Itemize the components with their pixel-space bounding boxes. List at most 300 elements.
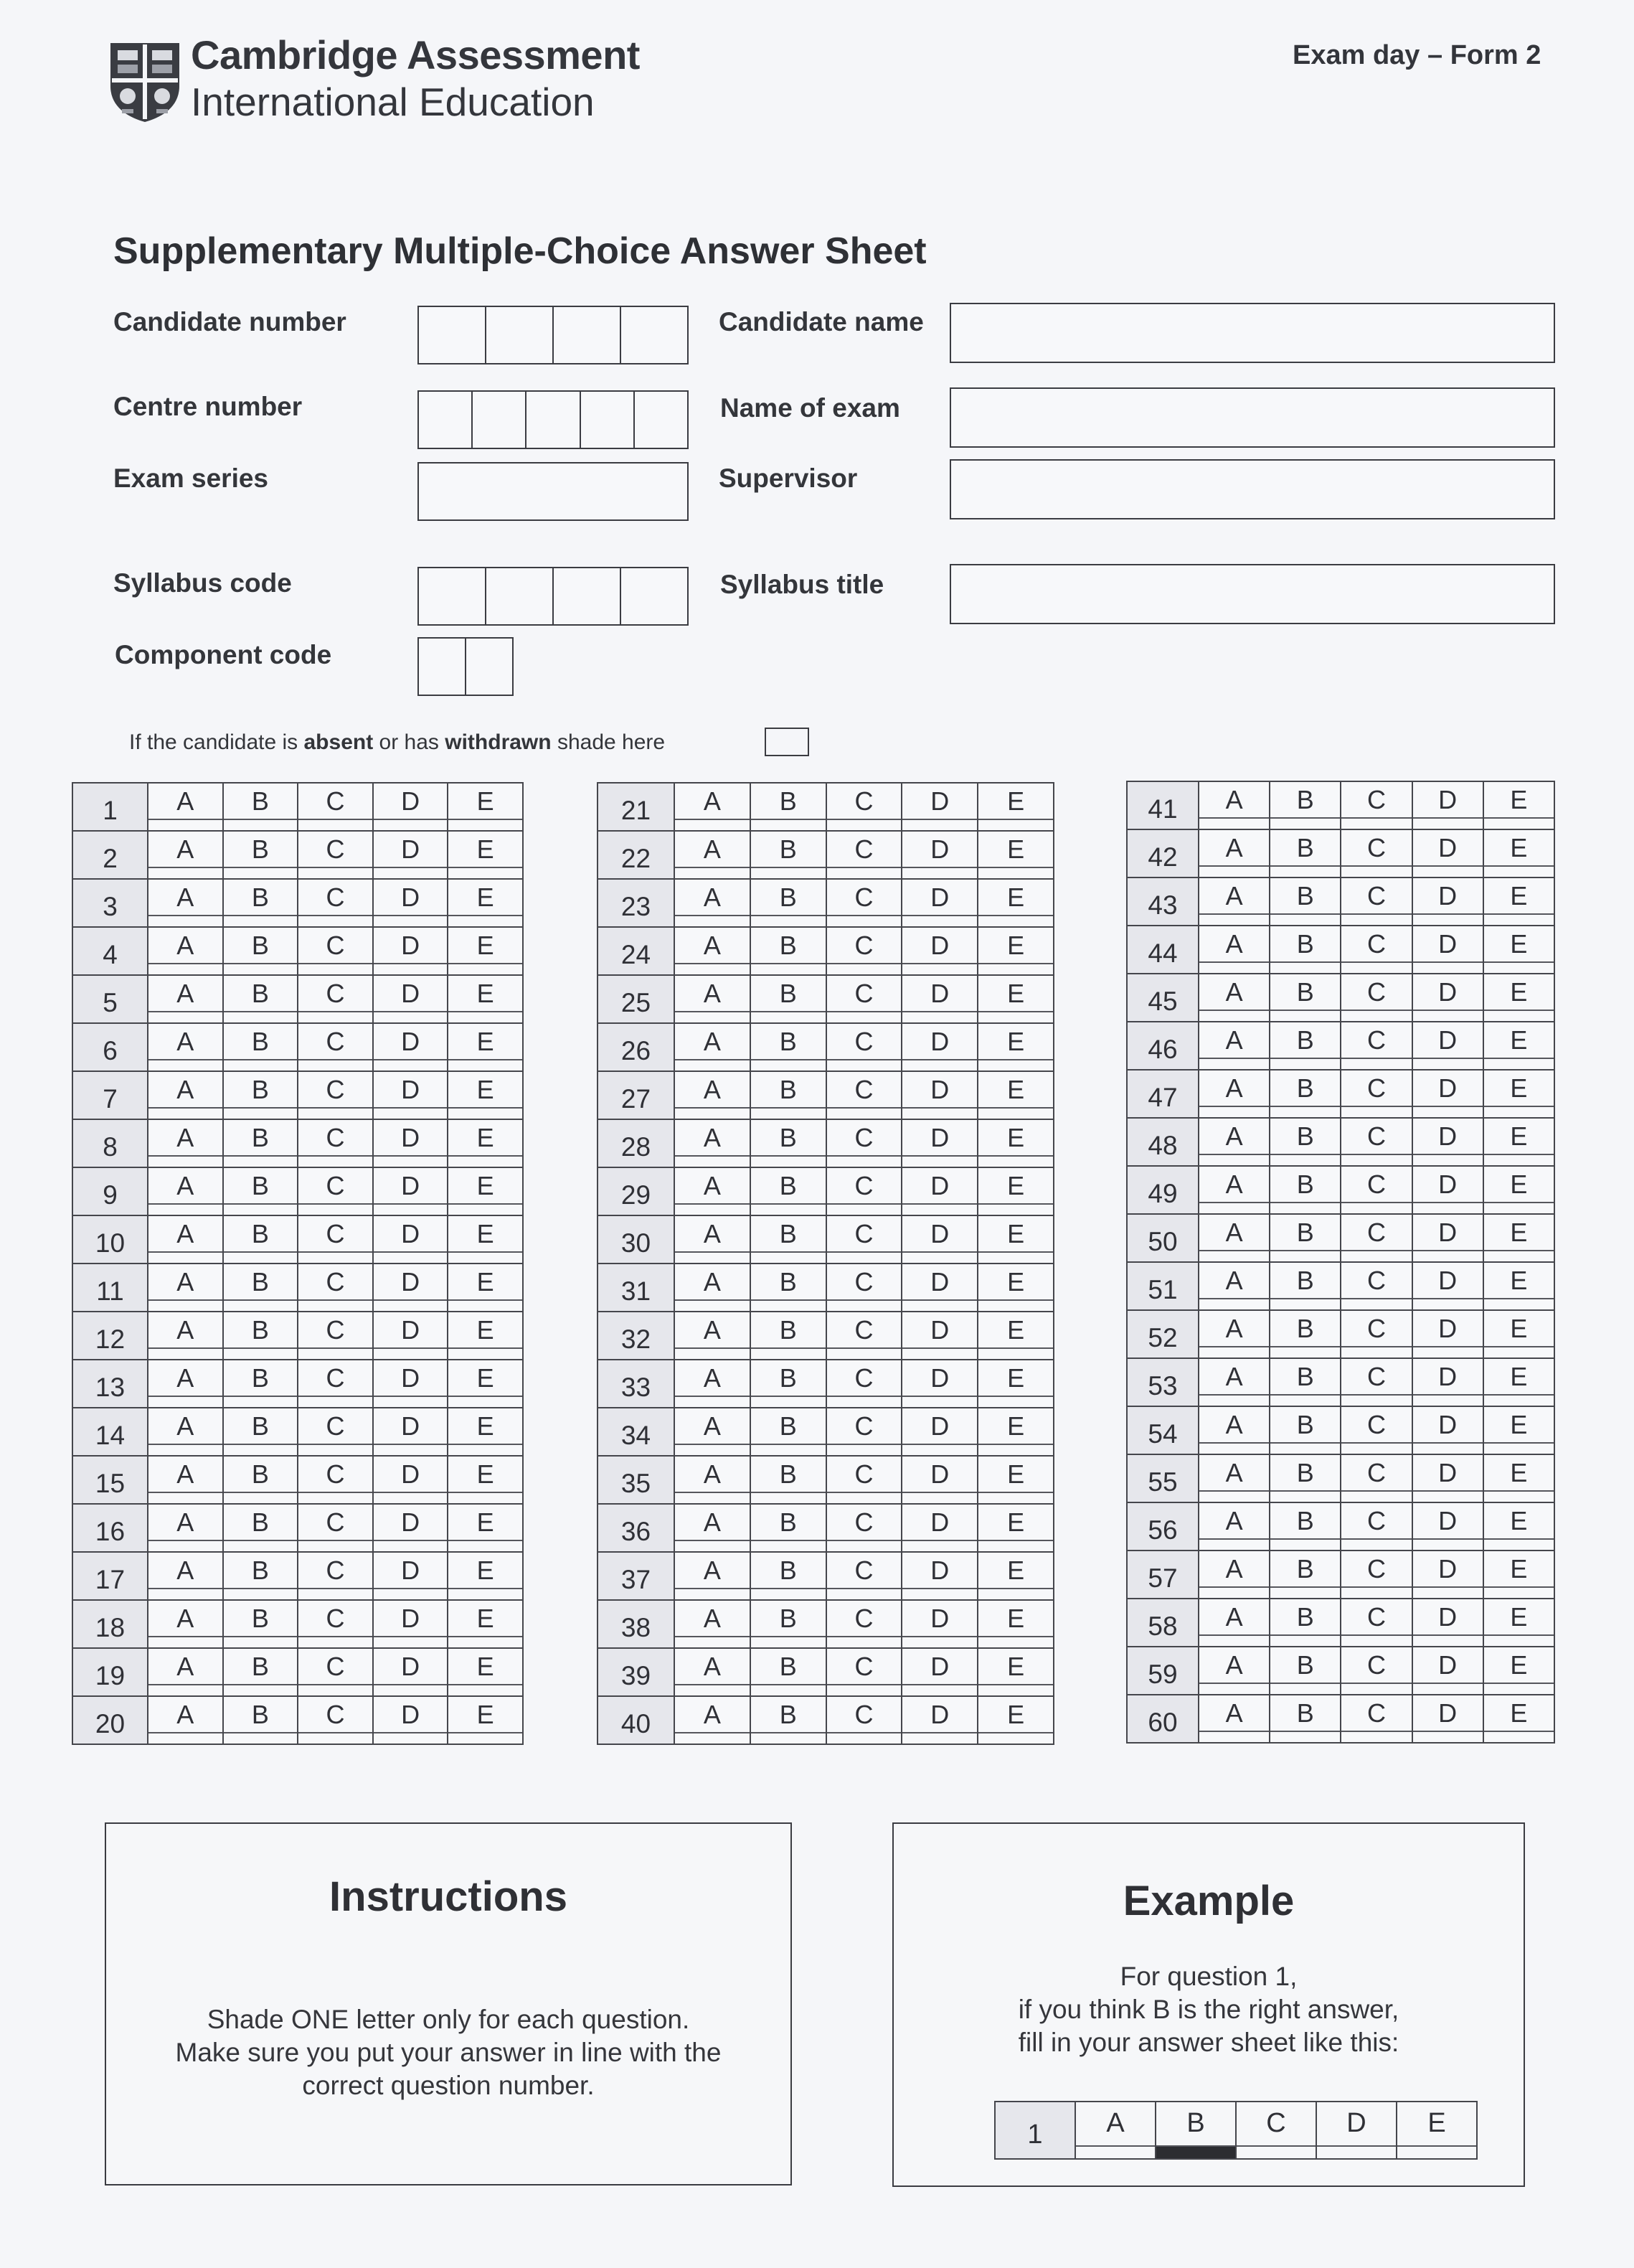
- answer-option[interactable]: B: [750, 1552, 826, 1600]
- answer-option[interactable]: B: [1270, 1551, 1341, 1599]
- answer-option[interactable]: C: [1341, 1310, 1412, 1358]
- answer-option[interactable]: C: [826, 1119, 902, 1167]
- answer-option[interactable]: D: [902, 1408, 978, 1456]
- answer-option[interactable]: A: [674, 1264, 750, 1312]
- answer-option[interactable]: D: [373, 1552, 448, 1600]
- answer-option[interactable]: E: [448, 879, 523, 927]
- answer-option[interactable]: A: [674, 1119, 750, 1167]
- answer-option[interactable]: D: [1412, 1310, 1483, 1358]
- answer-option[interactable]: A: [148, 1312, 223, 1360]
- answer-option[interactable]: B: [750, 831, 826, 879]
- candidate-name-field[interactable]: [950, 303, 1555, 363]
- answer-option[interactable]: B: [750, 1023, 826, 1071]
- answer-option[interactable]: A: [148, 1360, 223, 1408]
- answer-option[interactable]: E: [978, 1264, 1054, 1312]
- answer-option[interactable]: C: [1341, 1551, 1412, 1599]
- answer-option[interactable]: E: [1483, 1118, 1554, 1166]
- answer-option[interactable]: C: [298, 1456, 373, 1504]
- answer-option[interactable]: D: [373, 1408, 448, 1456]
- answer-option[interactable]: E: [978, 1408, 1054, 1456]
- answer-option[interactable]: D: [373, 1504, 448, 1552]
- answer-option[interactable]: B: [223, 1119, 298, 1167]
- answer-option[interactable]: A: [148, 1023, 223, 1071]
- answer-option[interactable]: A: [1199, 1599, 1270, 1647]
- answer-option[interactable]: D: [373, 1167, 448, 1215]
- answer-option[interactable]: D: [902, 879, 978, 927]
- answer-option[interactable]: D: [373, 1071, 448, 1119]
- answer-option[interactable]: B: [223, 1456, 298, 1504]
- answer-option[interactable]: C: [298, 1504, 373, 1552]
- answer-option[interactable]: D: [1412, 1551, 1483, 1599]
- answer-option[interactable]: B: [223, 975, 298, 1023]
- answer-option[interactable]: C: [1341, 1599, 1412, 1647]
- answer-option[interactable]: E: [978, 879, 1054, 927]
- answer-option[interactable]: C: [298, 831, 373, 879]
- answer-option[interactable]: C: [298, 1264, 373, 1312]
- answer-option[interactable]: A: [1199, 1695, 1270, 1743]
- answer-option[interactable]: D: [1412, 781, 1483, 829]
- answer-option[interactable]: A: [148, 1696, 223, 1744]
- answer-option[interactable]: A: [1199, 974, 1270, 1022]
- answer-option[interactable]: A: [148, 831, 223, 879]
- answer-option[interactable]: B: [223, 1600, 298, 1648]
- answer-option[interactable]: E: [978, 1312, 1054, 1360]
- answer-option[interactable]: B: [223, 927, 298, 975]
- answer-option[interactable]: E: [1483, 1358, 1554, 1406]
- answer-option[interactable]: C: [298, 1696, 373, 1744]
- answer-option[interactable]: E: [1483, 1070, 1554, 1118]
- answer-option[interactable]: C: [1341, 1214, 1412, 1262]
- answer-option[interactable]: C: [826, 1600, 902, 1648]
- answer-option[interactable]: E: [1483, 829, 1554, 877]
- answer-option[interactable]: B: [750, 975, 826, 1023]
- answer-option[interactable]: A: [1199, 1454, 1270, 1502]
- answer-option[interactable]: E: [448, 1696, 523, 1744]
- answer-option[interactable]: B: [223, 1552, 298, 1600]
- answer-option[interactable]: A: [674, 1456, 750, 1504]
- answer-option[interactable]: D: [373, 927, 448, 975]
- answer-option[interactable]: A: [1199, 1310, 1270, 1358]
- answer-option[interactable]: D: [902, 1552, 978, 1600]
- answer-option[interactable]: E: [448, 1456, 523, 1504]
- answer-option[interactable]: D: [373, 879, 448, 927]
- answer-option[interactable]: C: [298, 1215, 373, 1264]
- answer-option[interactable]: B: [1270, 974, 1341, 1022]
- answer-option[interactable]: E: [978, 783, 1054, 831]
- answer-option[interactable]: A: [1199, 1214, 1270, 1262]
- answer-option[interactable]: D: [902, 1071, 978, 1119]
- answer-option[interactable]: E: [448, 783, 523, 831]
- answer-option[interactable]: A: [674, 1408, 750, 1456]
- answer-option[interactable]: D: [902, 1119, 978, 1167]
- answer-option[interactable]: A: [674, 879, 750, 927]
- answer-option[interactable]: E: [448, 1552, 523, 1600]
- answer-option[interactable]: D: [1412, 1502, 1483, 1551]
- answer-option[interactable]: E: [448, 831, 523, 879]
- answer-option[interactable]: E: [448, 1312, 523, 1360]
- answer-option[interactable]: D: [1412, 877, 1483, 926]
- answer-option[interactable]: E: [978, 1071, 1054, 1119]
- answer-option[interactable]: D: [1412, 1406, 1483, 1454]
- answer-option[interactable]: D: [902, 1264, 978, 1312]
- answer-option[interactable]: A: [148, 1648, 223, 1696]
- answer-option[interactable]: B: [223, 1215, 298, 1264]
- answer-option[interactable]: A: [674, 927, 750, 975]
- answer-option[interactable]: D: [1412, 829, 1483, 877]
- answer-option[interactable]: B: [1270, 1310, 1341, 1358]
- answer-option[interactable]: B: [1270, 1214, 1341, 1262]
- answer-option[interactable]: B: [750, 1360, 826, 1408]
- answer-option[interactable]: C: [298, 927, 373, 975]
- answer-option[interactable]: A: [148, 1215, 223, 1264]
- answer-option[interactable]: B: [1270, 1358, 1341, 1406]
- answer-option[interactable]: E: [448, 1600, 523, 1648]
- answer-option[interactable]: D: [902, 1167, 978, 1215]
- answer-option[interactable]: B: [750, 1696, 826, 1744]
- answer-option[interactable]: E: [1483, 1695, 1554, 1743]
- answer-option[interactable]: A: [674, 1504, 750, 1552]
- answer-option[interactable]: D: [902, 927, 978, 975]
- answer-option[interactable]: C: [298, 879, 373, 927]
- answer-option[interactable]: C: [1341, 781, 1412, 829]
- answer-option[interactable]: C: [1341, 1166, 1412, 1214]
- answer-option[interactable]: D: [1412, 1599, 1483, 1647]
- answer-option[interactable]: A: [674, 1360, 750, 1408]
- answer-option[interactable]: E: [978, 927, 1054, 975]
- answer-option[interactable]: D: [902, 975, 978, 1023]
- answer-option[interactable]: D: [902, 1215, 978, 1264]
- answer-option[interactable]: E: [448, 1167, 523, 1215]
- answer-option[interactable]: D: [1412, 1070, 1483, 1118]
- answer-option[interactable]: B: [1270, 1406, 1341, 1454]
- answer-option[interactable]: E: [448, 1119, 523, 1167]
- answer-option[interactable]: C: [298, 1071, 373, 1119]
- answer-option[interactable]: D: [1412, 1214, 1483, 1262]
- answer-option[interactable]: D: [373, 1023, 448, 1071]
- answer-option[interactable]: C: [826, 1215, 902, 1264]
- answer-option[interactable]: C: [826, 1360, 902, 1408]
- answer-option[interactable]: E: [978, 1696, 1054, 1744]
- answer-option[interactable]: B: [223, 783, 298, 831]
- answer-option[interactable]: C: [1341, 1454, 1412, 1502]
- answer-option[interactable]: A: [148, 975, 223, 1023]
- answer-option[interactable]: A: [1199, 829, 1270, 877]
- answer-option[interactable]: B: [750, 1264, 826, 1312]
- answer-option[interactable]: E: [978, 1215, 1054, 1264]
- answer-option[interactable]: E: [448, 1360, 523, 1408]
- answer-option[interactable]: E: [1483, 1647, 1554, 1695]
- answer-option[interactable]: D: [902, 1696, 978, 1744]
- answer-option[interactable]: E: [978, 1119, 1054, 1167]
- answer-option[interactable]: C: [1341, 1647, 1412, 1695]
- answer-option[interactable]: C: [1341, 829, 1412, 877]
- answer-option[interactable]: D: [373, 1264, 448, 1312]
- answer-option[interactable]: E: [978, 1167, 1054, 1215]
- answer-option[interactable]: A: [674, 831, 750, 879]
- answer-option[interactable]: B: [1270, 1022, 1341, 1070]
- answer-option[interactable]: E: [448, 1408, 523, 1456]
- answer-option[interactable]: C: [1341, 1022, 1412, 1070]
- answer-option[interactable]: C: [826, 1648, 902, 1696]
- answer-option[interactable]: A: [674, 1648, 750, 1696]
- answer-option[interactable]: B: [750, 1504, 826, 1552]
- answer-option[interactable]: E: [1483, 1022, 1554, 1070]
- answer-option[interactable]: D: [1412, 974, 1483, 1022]
- answer-option[interactable]: C: [298, 975, 373, 1023]
- answer-option[interactable]: C: [826, 1071, 902, 1119]
- answer-option[interactable]: B: [1270, 1454, 1341, 1502]
- answer-option[interactable]: B: [1270, 1262, 1341, 1310]
- answer-option[interactable]: C: [298, 1552, 373, 1600]
- answer-option[interactable]: C: [826, 1312, 902, 1360]
- answer-option[interactable]: A: [148, 1119, 223, 1167]
- answer-option[interactable]: C: [1341, 1406, 1412, 1454]
- answer-option[interactable]: B: [223, 1264, 298, 1312]
- answer-option[interactable]: C: [298, 1119, 373, 1167]
- answer-option[interactable]: C: [1341, 1262, 1412, 1310]
- answer-option[interactable]: E: [448, 1023, 523, 1071]
- answer-option[interactable]: C: [298, 1312, 373, 1360]
- syllabus-title-field[interactable]: [950, 564, 1555, 624]
- answer-option[interactable]: C: [1341, 1358, 1412, 1406]
- answer-option[interactable]: E: [448, 1648, 523, 1696]
- answer-option[interactable]: E: [978, 1023, 1054, 1071]
- answer-option[interactable]: C: [826, 831, 902, 879]
- answer-option[interactable]: E: [1483, 974, 1554, 1022]
- answer-option[interactable]: A: [1199, 1647, 1270, 1695]
- answer-option[interactable]: A: [674, 1071, 750, 1119]
- answer-option[interactable]: D: [902, 1456, 978, 1504]
- exam-series-field[interactable]: [417, 462, 689, 521]
- answer-option[interactable]: A: [674, 1215, 750, 1264]
- answer-option[interactable]: D: [373, 1119, 448, 1167]
- answer-option[interactable]: E: [978, 1504, 1054, 1552]
- answer-option[interactable]: E: [448, 1504, 523, 1552]
- answer-option[interactable]: C: [298, 1408, 373, 1456]
- answer-option[interactable]: B: [750, 1456, 826, 1504]
- answer-option[interactable]: A: [148, 1504, 223, 1552]
- answer-option[interactable]: E: [1483, 1262, 1554, 1310]
- answer-option[interactable]: E: [448, 1071, 523, 1119]
- answer-option[interactable]: E: [1483, 1166, 1554, 1214]
- answer-option[interactable]: C: [298, 1167, 373, 1215]
- answer-option[interactable]: B: [223, 1312, 298, 1360]
- answer-option[interactable]: E: [1483, 877, 1554, 926]
- answer-option[interactable]: C: [1341, 1695, 1412, 1743]
- answer-option[interactable]: A: [148, 1167, 223, 1215]
- answer-option[interactable]: E: [1483, 1599, 1554, 1647]
- answer-option[interactable]: C: [298, 783, 373, 831]
- answer-option[interactable]: B: [1270, 1647, 1341, 1695]
- answer-option[interactable]: C: [1341, 974, 1412, 1022]
- answer-option[interactable]: B: [223, 1504, 298, 1552]
- answer-option[interactable]: B: [1270, 1695, 1341, 1743]
- answer-option[interactable]: A: [148, 927, 223, 975]
- supervisor-field[interactable]: [950, 459, 1555, 519]
- answer-option[interactable]: C: [826, 975, 902, 1023]
- answer-option[interactable]: D: [373, 1600, 448, 1648]
- answer-option[interactable]: D: [1412, 1262, 1483, 1310]
- answer-option[interactable]: B: [223, 1408, 298, 1456]
- answer-option[interactable]: C: [298, 1360, 373, 1408]
- answer-option[interactable]: D: [373, 1215, 448, 1264]
- answer-option[interactable]: B: [1270, 877, 1341, 926]
- syllabus-code-field[interactable]: [417, 567, 689, 626]
- answer-option[interactable]: D: [1412, 926, 1483, 974]
- answer-option[interactable]: A: [148, 1600, 223, 1648]
- answer-option[interactable]: A: [1199, 926, 1270, 974]
- answer-option[interactable]: D: [902, 1312, 978, 1360]
- answer-option[interactable]: C: [1341, 926, 1412, 974]
- answer-option[interactable]: A: [674, 1600, 750, 1648]
- answer-option[interactable]: A: [1199, 1551, 1270, 1599]
- answer-option[interactable]: D: [373, 1696, 448, 1744]
- answer-option[interactable]: D: [1412, 1022, 1483, 1070]
- answer-option[interactable]: D: [1412, 1118, 1483, 1166]
- answer-option[interactable]: A: [148, 1071, 223, 1119]
- answer-option[interactable]: A: [148, 1552, 223, 1600]
- answer-option[interactable]: D: [902, 783, 978, 831]
- answer-option[interactable]: D: [902, 1648, 978, 1696]
- answer-option[interactable]: B: [223, 1167, 298, 1215]
- answer-option[interactable]: A: [1199, 877, 1270, 926]
- answer-option[interactable]: B: [750, 1167, 826, 1215]
- answer-option[interactable]: A: [1199, 1358, 1270, 1406]
- answer-option[interactable]: E: [448, 975, 523, 1023]
- answer-option[interactable]: C: [826, 1456, 902, 1504]
- answer-option[interactable]: C: [298, 1023, 373, 1071]
- answer-option[interactable]: A: [1199, 1022, 1270, 1070]
- answer-option[interactable]: E: [978, 1600, 1054, 1648]
- answer-option[interactable]: A: [148, 1408, 223, 1456]
- answer-option[interactable]: B: [1270, 781, 1341, 829]
- answer-option[interactable]: A: [1199, 1118, 1270, 1166]
- answer-option[interactable]: E: [448, 1215, 523, 1264]
- answer-option[interactable]: E: [448, 927, 523, 975]
- answer-option[interactable]: C: [298, 1600, 373, 1648]
- candidate-number-field[interactable]: [417, 306, 689, 364]
- answer-option[interactable]: B: [750, 927, 826, 975]
- answer-option[interactable]: E: [978, 1456, 1054, 1504]
- answer-option[interactable]: B: [1270, 1502, 1341, 1551]
- answer-option[interactable]: B: [1270, 1166, 1341, 1214]
- answer-option[interactable]: D: [373, 1360, 448, 1408]
- answer-option[interactable]: A: [674, 1023, 750, 1071]
- answer-option[interactable]: E: [978, 1360, 1054, 1408]
- answer-option[interactable]: B: [750, 1071, 826, 1119]
- answer-option[interactable]: B: [1270, 1118, 1341, 1166]
- component-code-field[interactable]: [417, 637, 514, 696]
- answer-option[interactable]: A: [1199, 1502, 1270, 1551]
- answer-option[interactable]: C: [826, 1696, 902, 1744]
- answer-option[interactable]: B: [750, 1600, 826, 1648]
- answer-option[interactable]: E: [1483, 1502, 1554, 1551]
- answer-option[interactable]: C: [1341, 1118, 1412, 1166]
- answer-option[interactable]: C: [826, 879, 902, 927]
- answer-option[interactable]: D: [373, 1648, 448, 1696]
- answer-option[interactable]: A: [1199, 1262, 1270, 1310]
- answer-option[interactable]: C: [1341, 1502, 1412, 1551]
- absent-withdrawn-checkbox[interactable]: [765, 728, 809, 756]
- answer-option[interactable]: E: [1483, 1406, 1554, 1454]
- answer-option[interactable]: D: [902, 1600, 978, 1648]
- answer-option[interactable]: C: [1341, 1070, 1412, 1118]
- answer-option[interactable]: D: [373, 1456, 448, 1504]
- answer-option[interactable]: B: [750, 1312, 826, 1360]
- answer-option[interactable]: A: [674, 1552, 750, 1600]
- answer-option[interactable]: A: [1199, 781, 1270, 829]
- answer-option[interactable]: B: [223, 1071, 298, 1119]
- answer-option[interactable]: A: [148, 1456, 223, 1504]
- answer-option[interactable]: C: [826, 1167, 902, 1215]
- answer-option[interactable]: B: [750, 1119, 826, 1167]
- answer-option[interactable]: B: [1270, 1599, 1341, 1647]
- answer-option[interactable]: A: [674, 783, 750, 831]
- answer-option[interactable]: A: [148, 783, 223, 831]
- answer-option[interactable]: C: [298, 1648, 373, 1696]
- answer-option[interactable]: D: [902, 831, 978, 879]
- answer-option[interactable]: D: [902, 1023, 978, 1071]
- answer-option[interactable]: B: [750, 1408, 826, 1456]
- answer-option[interactable]: B: [750, 879, 826, 927]
- answer-option[interactable]: E: [1483, 781, 1554, 829]
- answer-option[interactable]: B: [223, 879, 298, 927]
- answer-option[interactable]: D: [902, 1504, 978, 1552]
- answer-option[interactable]: D: [1412, 1358, 1483, 1406]
- answer-option[interactable]: B: [750, 1648, 826, 1696]
- answer-option[interactable]: D: [902, 1360, 978, 1408]
- answer-option[interactable]: C: [826, 1504, 902, 1552]
- answer-option[interactable]: D: [373, 975, 448, 1023]
- answer-option[interactable]: A: [674, 1167, 750, 1215]
- answer-option[interactable]: D: [1412, 1454, 1483, 1502]
- answer-option[interactable]: C: [1341, 877, 1412, 926]
- answer-option[interactable]: E: [978, 1552, 1054, 1600]
- answer-option[interactable]: D: [1412, 1647, 1483, 1695]
- answer-option[interactable]: A: [148, 1264, 223, 1312]
- answer-option[interactable]: A: [148, 879, 223, 927]
- answer-option[interactable]: B: [750, 1215, 826, 1264]
- answer-option[interactable]: C: [826, 1264, 902, 1312]
- answer-option[interactable]: A: [1199, 1406, 1270, 1454]
- name-of-exam-field[interactable]: [950, 387, 1555, 448]
- answer-option[interactable]: E: [1483, 1214, 1554, 1262]
- answer-option[interactable]: A: [1199, 1070, 1270, 1118]
- answer-option[interactable]: B: [1270, 926, 1341, 974]
- answer-option[interactable]: B: [223, 1696, 298, 1744]
- answer-option[interactable]: E: [1483, 1551, 1554, 1599]
- answer-option[interactable]: B: [1270, 1070, 1341, 1118]
- answer-option[interactable]: E: [978, 1648, 1054, 1696]
- answer-option[interactable]: D: [1412, 1695, 1483, 1743]
- answer-option[interactable]: A: [1199, 1166, 1270, 1214]
- answer-option[interactable]: B: [223, 1023, 298, 1071]
- answer-option[interactable]: E: [978, 975, 1054, 1023]
- answer-option[interactable]: A: [674, 1312, 750, 1360]
- answer-option[interactable]: C: [826, 1023, 902, 1071]
- answer-option[interactable]: D: [1412, 1166, 1483, 1214]
- answer-option[interactable]: A: [674, 975, 750, 1023]
- answer-option[interactable]: E: [978, 831, 1054, 879]
- centre-number-field[interactable]: [417, 390, 689, 449]
- answer-option[interactable]: B: [223, 1360, 298, 1408]
- answer-option[interactable]: B: [750, 783, 826, 831]
- answer-option[interactable]: E: [1483, 1454, 1554, 1502]
- answer-option[interactable]: E: [448, 1264, 523, 1312]
- answer-option[interactable]: C: [826, 783, 902, 831]
- answer-option[interactable]: D: [373, 831, 448, 879]
- answer-option[interactable]: C: [826, 927, 902, 975]
